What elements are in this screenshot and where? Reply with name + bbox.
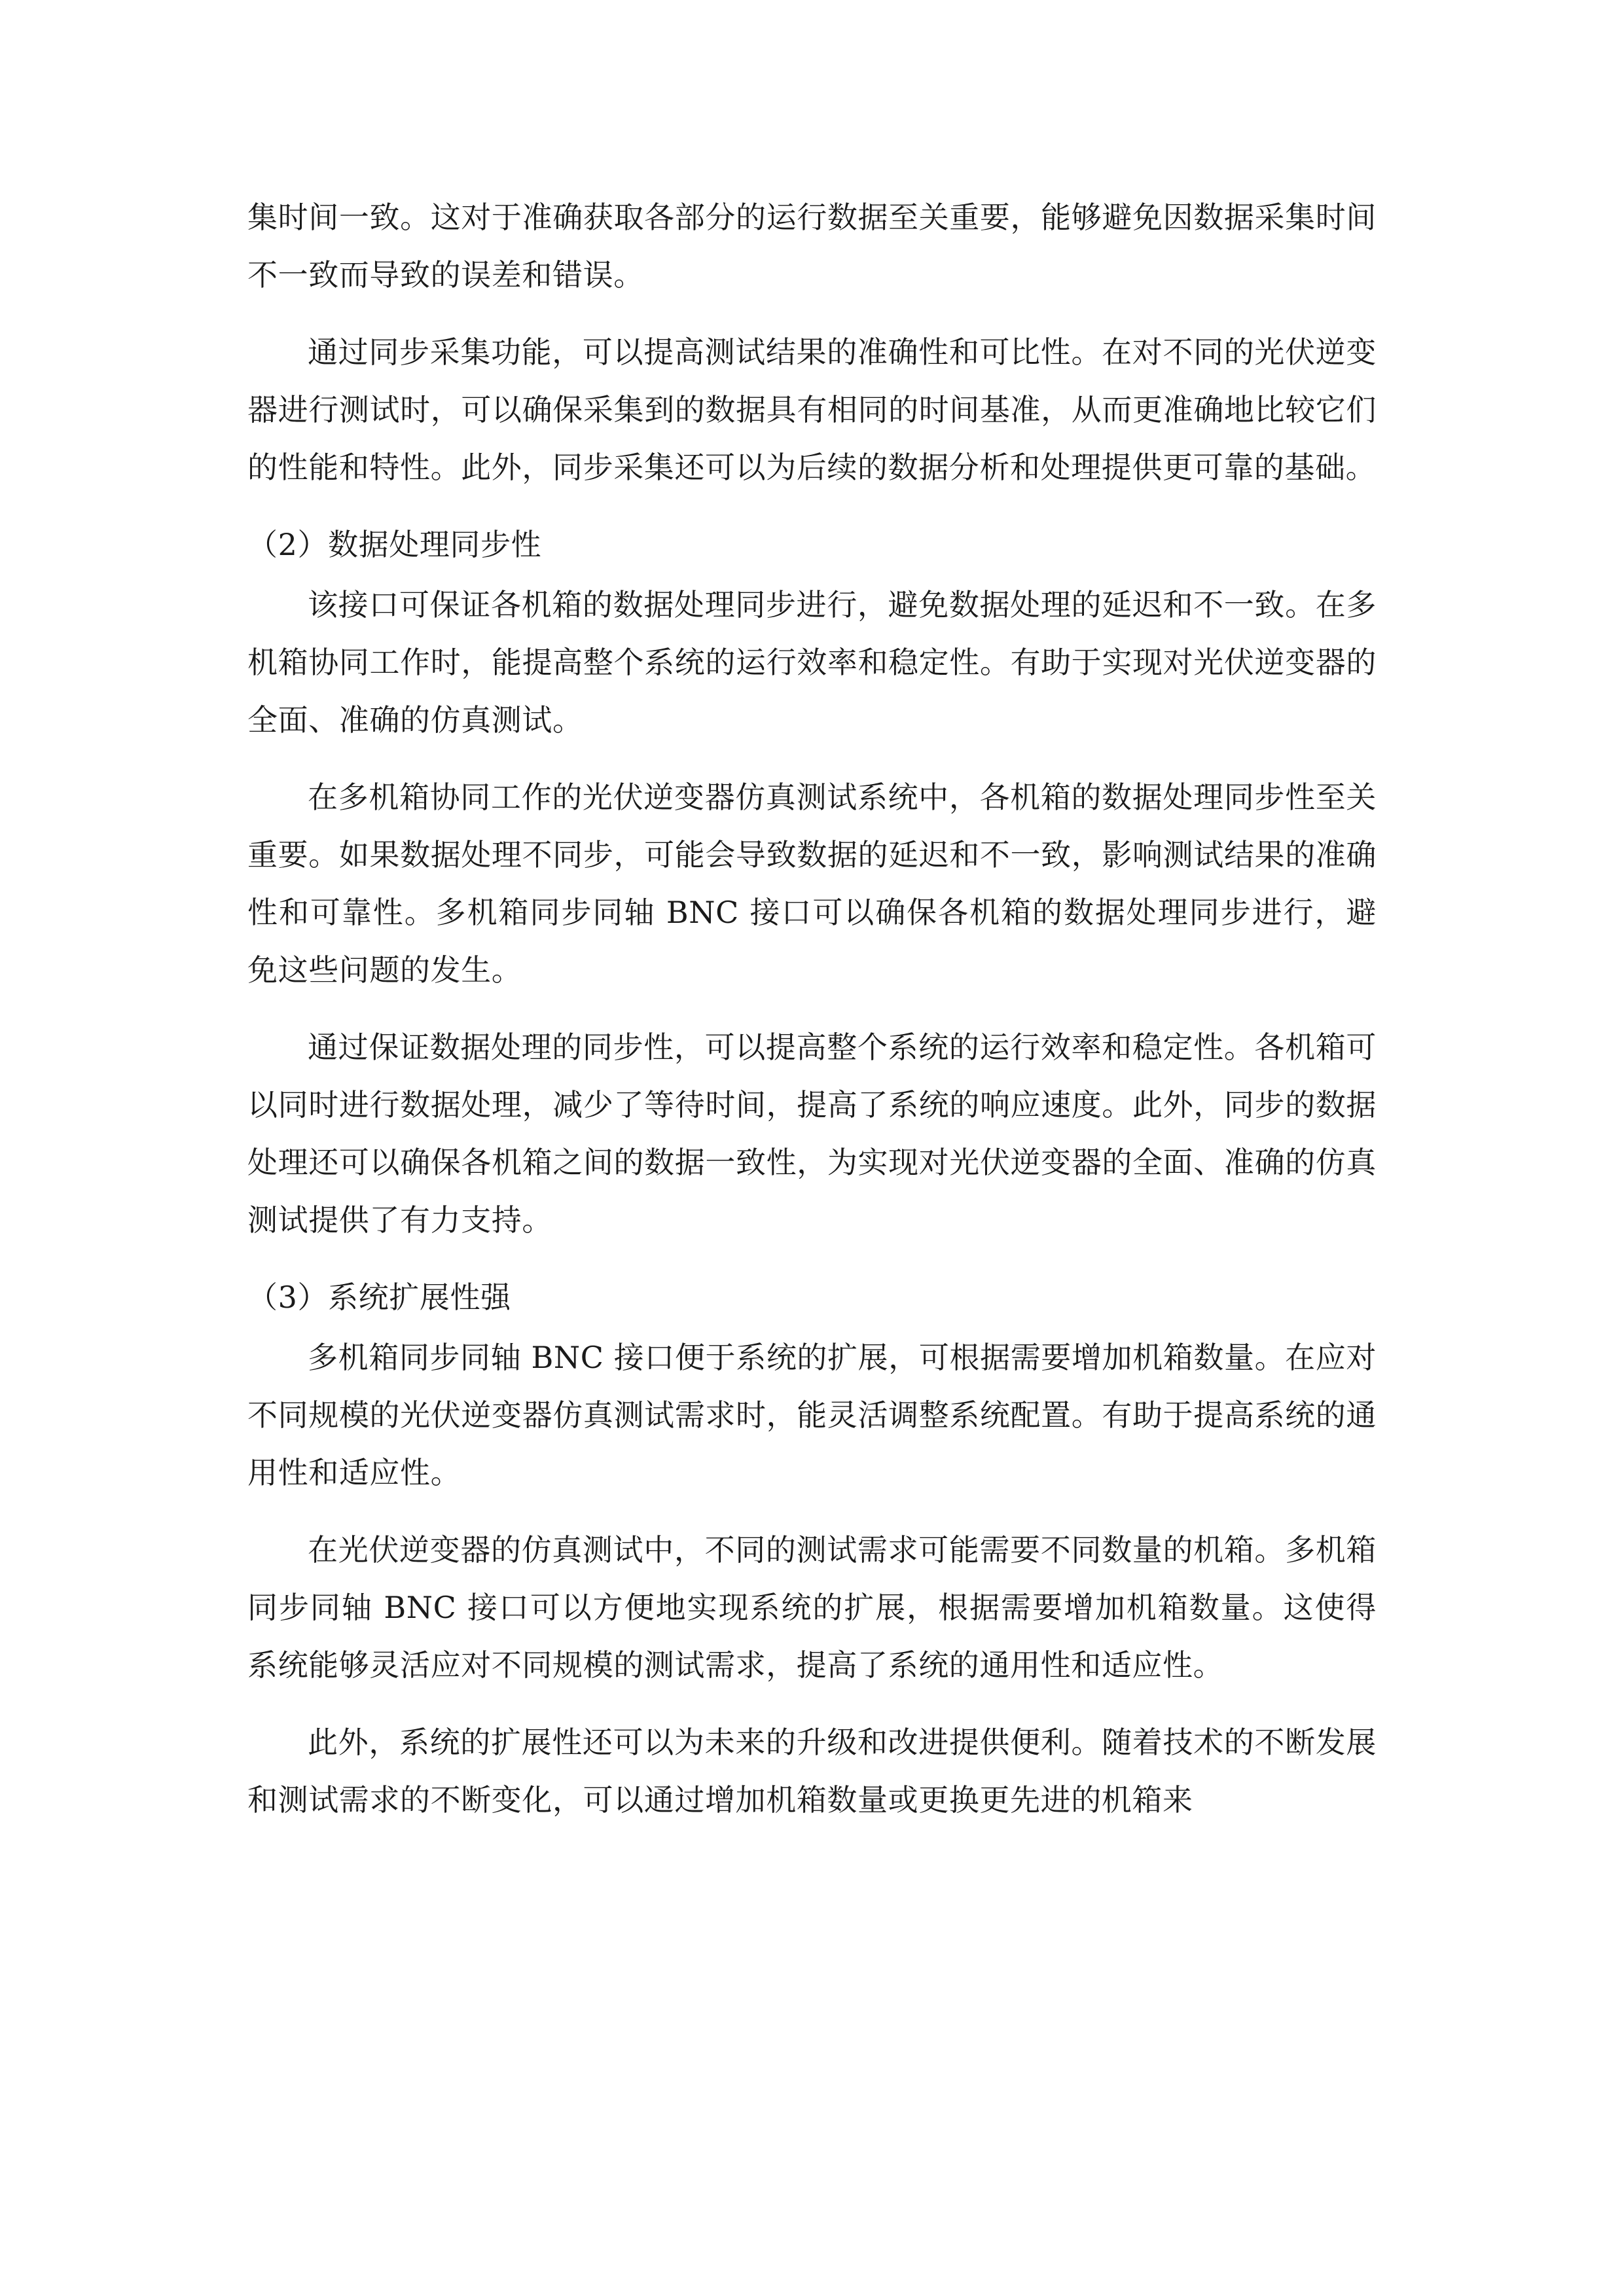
paragraph-continuation: 集时间一致。这对于准确获取各部分的运行数据至关重要，能够避免因数据采集时间不一致而导致的误差和错误。	[247, 200, 1377, 293]
section-heading-system-extensibility: （3）系统扩展性强	[247, 1280, 511, 1315]
paragraph-efficiency-stability: 通过保证数据处理的同步性，可以提高整个系统的运行效率和稳定性。各机箱可以同时进行数据处理，减少了等待时间，提高了系统的响应速度。此外，同步的数据处理还可以确保各机箱之间的数据一致性，为实现对光伏逆变器的全面、准确的仿真测试提供了有力支持。	[247, 1030, 1377, 1238]
paragraph-chassis-quantity: 在光伏逆变器的仿真测试中，不同的测试需求可能需要不同数量的机箱。多机箱同步同轴 BNC 接口可以方便地实现系统的扩展，根据需要增加机箱数量。这使得系统能够灵活应对不同规模的测试需求，提高了系统的通用性和适应性。	[247, 1532, 1377, 1683]
paragraph-bnc-extension: 多机箱同步同轴 BNC 接口便于系统的扩展，可根据需要增加机箱数量。在应对不同规模的光伏逆变器仿真测试需求时，能灵活调整系统配置。有助于提高系统的通用性和适应性。	[247, 1340, 1377, 1490]
paragraph-sync-acquisition: 通过同步采集功能，可以提高测试结果的准确性和可比性。在对不同的光伏逆变器进行测试时，可以确保采集到的数据具有相同的时间基准，从而更准确地比较它们的性能和特性。此外，同步采集还可以为后续的数据分析和处理提供更可靠的基础。	[247, 334, 1377, 485]
document-body	[247, 188, 1377, 1848]
section-heading-data-processing-sync: （2）数据处理同步性	[247, 527, 542, 562]
paragraph-future-upgrade: 此外，系统的扩展性还可以为未来的升级和改进提供便利。随着技术的不断发展和测试需求的不断变化，可以通过增加机箱数量或更换更先进的机箱来	[247, 1725, 1377, 1818]
paragraph-interface-sync: 该接口可保证各机箱的数据处理同步进行，避免数据处理的延迟和不一致。在多机箱协同工作时，能提高整个系统的运行效率和稳定性。有助于实现对光伏逆变器的全面、准确的仿真测试。	[247, 587, 1377, 738]
paragraph-multi-chassis-sync: 在多机箱协同工作的光伏逆变器仿真测试系统中，各机箱的数据处理同步性至关重要。如果数据处理不同步，可能会导致数据的延迟和不一致，影响测试结果的准确性和可靠性。多机箱同步同轴 BNC 接口可以确保各机箱的数据处理同步进行，避免这些问题的发生。	[247, 780, 1377, 988]
